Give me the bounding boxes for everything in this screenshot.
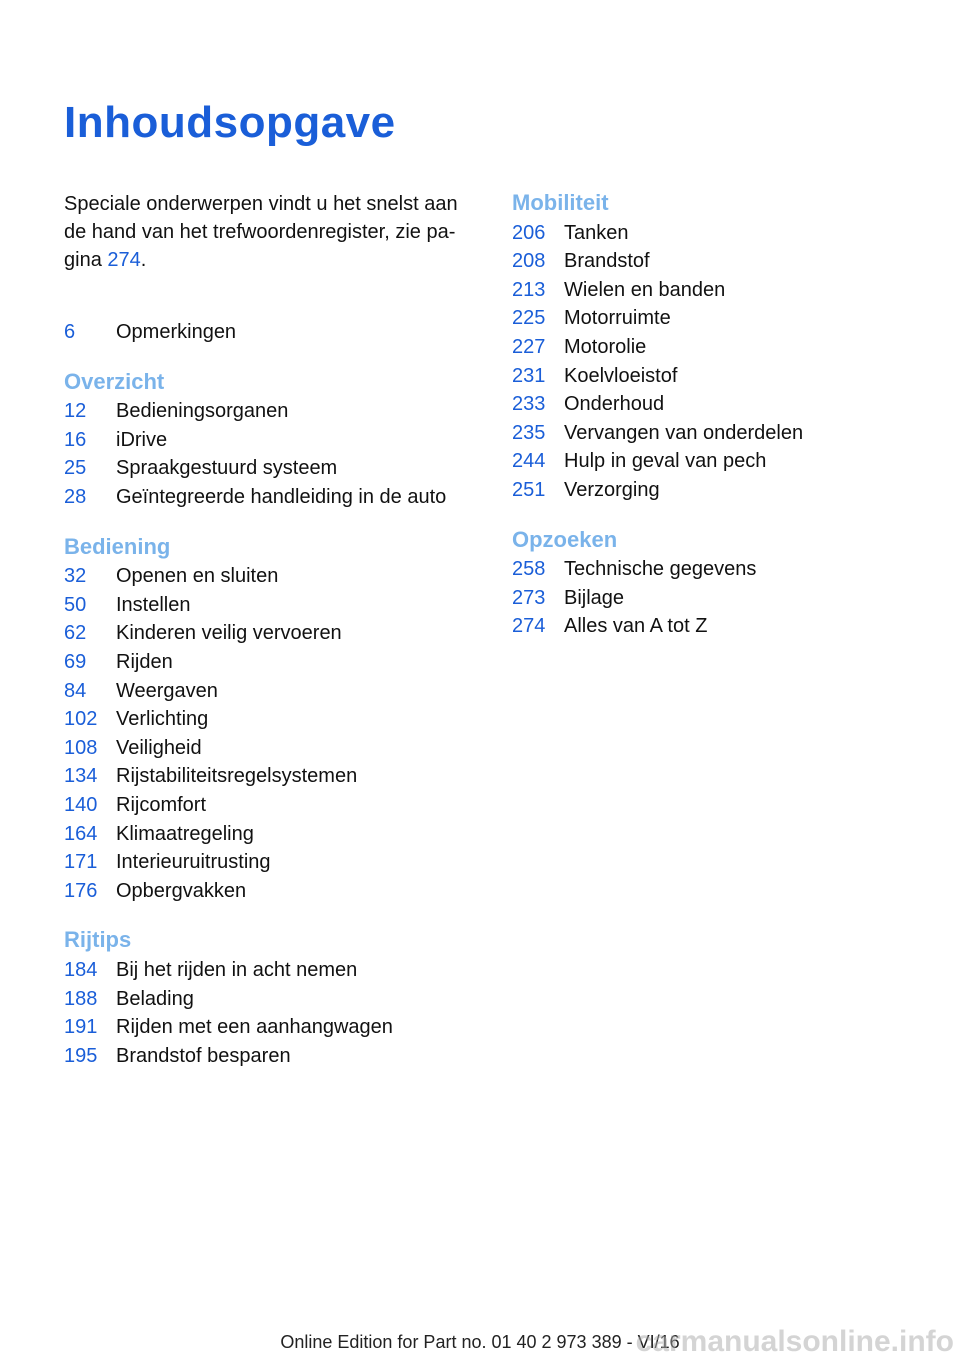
toc-page-number[interactable]: 235 [512,421,546,444]
toc-entry-label[interactable]: Instellen [116,593,191,616]
toc-section-heading: Rijtips [64,927,132,953]
toc-entry-label[interactable]: Verzorging [564,479,660,501]
toc-entry-label[interactable]: Koelvloeistof [564,364,678,387]
toc-page-number[interactable]: 12 [64,400,87,423]
toc-entry-label[interactable]: Opmerkingen [116,321,237,343]
toc-page-number[interactable]: 28 [64,486,87,508]
toc-section-heading: Mobiliteit [512,190,609,215]
toc-page-number[interactable]: 233 [512,393,546,416]
toc-page-number[interactable]: 84 [64,679,87,702]
toc-page-number[interactable]: 16 [64,428,87,451]
toc-entry-label[interactable]: Rijden [116,651,173,673]
toc-entry-label[interactable]: Kinderen veilig vervoeren [116,622,342,645]
toc-entry-label[interactable]: Brandstof besparen [116,1044,291,1067]
page-title: Inhoudsopgave [64,98,396,147]
toc-entry-label[interactable]: Motorolie [564,336,647,358]
toc-entry-label[interactable]: Hulp in geval van pech [564,450,767,473]
toc-page-number[interactable]: 213 [512,278,546,301]
toc-entry-label[interactable]: Bedieningsorganen [116,400,289,423]
toc-page-number[interactable]: 140 [64,794,98,816]
toc-entry-label[interactable]: Spraakgestuurd systeem [116,457,338,480]
toc-entry-label[interactable]: Wielen en banden [564,278,726,301]
toc-entry-label[interactable]: Vervangen van onderdelen [564,421,804,444]
toc-page-number[interactable]: 102 [64,708,98,731]
toc-page-number[interactable]: 258 [512,558,546,581]
toc-entry-label[interactable]: Klimaatregeling [116,822,254,845]
toc-page-number[interactable]: 25 [64,457,87,480]
toc-entry-label[interactable]: Rijden met een aanhangwagen [116,1016,393,1039]
toc-page-number[interactable]: 164 [64,822,98,845]
toc-page-number[interactable]: 134 [64,765,98,788]
toc-entry-label[interactable]: Veiligheid [116,736,202,759]
toc-section-heading: Bediening [64,533,171,559]
toc-page-number[interactable]: 32 [64,565,87,588]
toc-entry-label[interactable]: iDrive [116,428,168,451]
toc-page-number[interactable]: 6 [64,321,76,343]
toc-page-number[interactable]: 208 [512,250,546,273]
toc-entry-label[interactable]: Belading [116,987,194,1010]
intro-paragraph [64,190,464,274]
toc-section-heading: Overzicht [64,368,165,394]
toc-page-number[interactable]: 244 [512,450,546,473]
toc-page-number[interactable]: 227 [512,336,546,358]
toc-entry-label[interactable]: Openen en sluiten [116,565,279,588]
toc-entry-label[interactable]: Tanken [564,221,629,244]
toc-entry-label[interactable]: Interieuruitrusting [116,851,271,874]
toc-entry-label[interactable]: Geïntegreerde handleiding in de auto [116,486,447,508]
toc-entry-label[interactable]: Bij het rijden in acht nemen [116,959,358,981]
toc-entry-label[interactable]: Alles van A tot Z [564,615,708,638]
toc-entry-label[interactable]: Technische gegevens [564,558,757,581]
toc-page-number[interactable]: 69 [64,651,87,673]
toc-page-number[interactable]: 171 [64,851,98,874]
toc-page-number[interactable]: 225 [512,307,546,330]
toc-page-number[interactable]: 273 [512,586,546,609]
toc-entry-label[interactable]: Weergaven [116,679,218,702]
toc-entry-label[interactable]: Bijlage [564,586,625,609]
toc-page-number[interactable]: 50 [64,593,87,616]
toc-page-number[interactable]: 206 [512,221,546,244]
toc-page-number[interactable]: 251 [512,479,546,501]
toc-page-number[interactable]: 274 [512,615,546,638]
toc-page-number[interactable]: 184 [64,959,98,981]
toc-page-number[interactable]: 188 [64,987,98,1010]
toc-page-number[interactable]: 108 [64,736,98,759]
toc-entry-label[interactable]: Verlichting [116,708,209,731]
intro-text-end: . [140,249,147,271]
toc-entry-label[interactable]: Opbergvakken [116,879,247,902]
toc-page-number[interactable]: 231 [512,364,546,387]
toc-section-heading: Opzoeken [512,526,618,552]
intro-text: Speciale onderwerpen vindt u het snelst aan de hand van het trefwoordenregister, zie pa-gina [64,193,458,271]
toc-entry-label[interactable]: Motorruimte [564,307,671,330]
watermark: carmanualsonline.info [635,1325,954,1358]
toc-entry-label[interactable]: Rijstabiliteitsregelsystemen [116,765,358,788]
toc-page-number[interactable]: 191 [64,1016,98,1039]
intro-page-link[interactable]: 274 [107,249,141,271]
toc-page-number[interactable]: 62 [64,622,87,645]
toc-entry-label[interactable]: Rijcomfort [116,794,207,816]
toc-page-number[interactable]: 176 [64,879,98,902]
toc-entry-label[interactable]: Brandstof [564,250,650,273]
toc-entry-label[interactable]: Onderhoud [564,393,665,416]
toc-page-number[interactable]: 195 [64,1044,98,1067]
footer-edition: Online Edition for Part no. 01 40 2 973 389 - VI/16 [280,1332,680,1352]
